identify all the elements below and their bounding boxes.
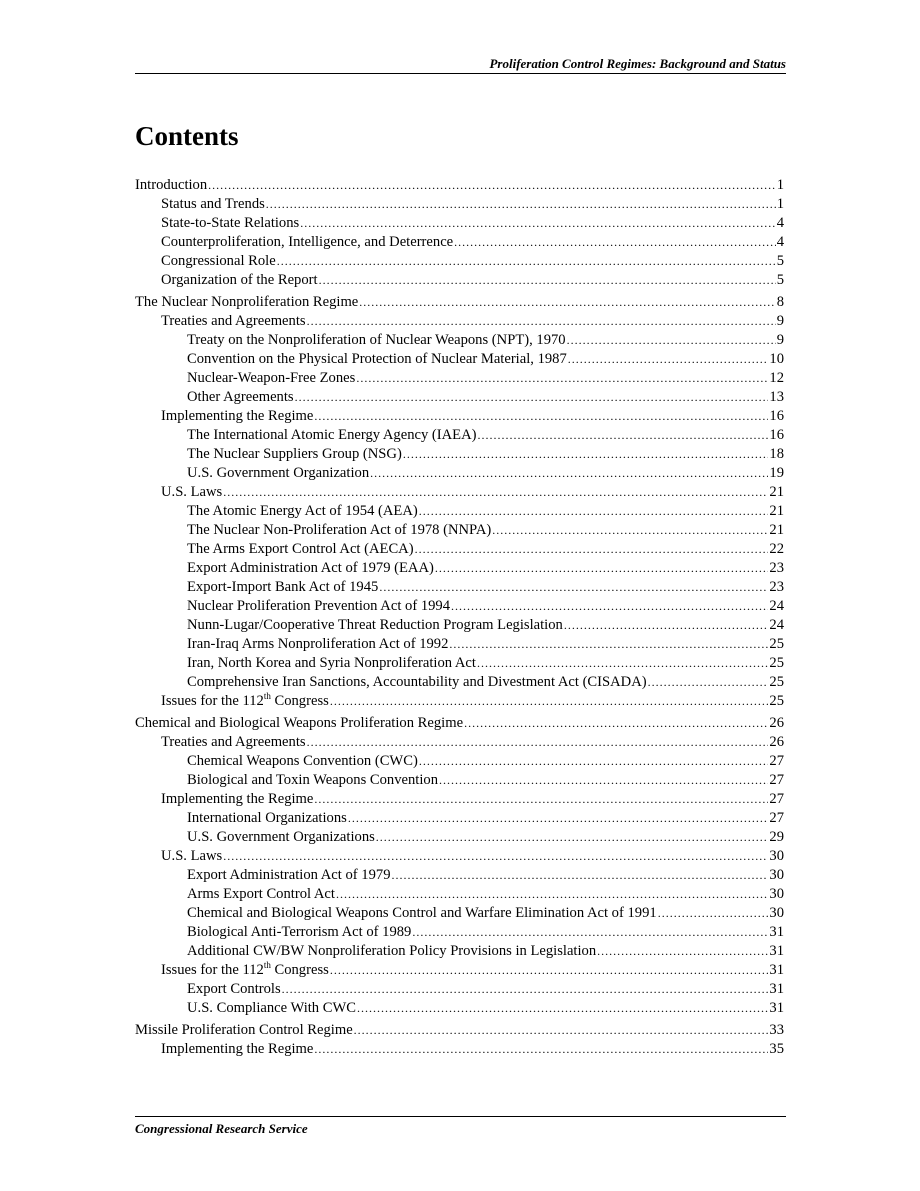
toc-entry-title: Iran, North Korea and Syria Nonproliferation Act xyxy=(187,655,476,671)
dot-leader xyxy=(336,885,768,904)
toc-entry-title: Treaties and Agreements xyxy=(161,734,306,750)
toc-entry[interactable] xyxy=(135,252,784,271)
toc-entry[interactable] xyxy=(135,714,784,733)
dot-leader xyxy=(356,369,768,388)
toc-entry-page: 21 xyxy=(769,484,784,500)
toc-entry[interactable] xyxy=(135,692,784,711)
toc-entry[interactable] xyxy=(135,771,784,790)
dot-leader xyxy=(314,790,768,809)
toc-entry[interactable] xyxy=(135,426,784,445)
toc-entry[interactable] xyxy=(135,271,784,290)
toc-entry[interactable] xyxy=(135,673,784,692)
toc-entry-page: 30 xyxy=(769,905,784,921)
toc-entry-title: Treaties and Agreements xyxy=(161,313,306,329)
toc-entry-page: 12 xyxy=(769,370,784,386)
toc-entry[interactable] xyxy=(135,388,784,407)
dot-leader xyxy=(314,1040,768,1059)
toc-entry[interactable] xyxy=(135,866,784,885)
toc-entry-title: Export Administration Act of 1979 xyxy=(187,867,391,883)
toc-entry-title xyxy=(161,692,329,711)
dot-leader xyxy=(223,483,768,502)
toc-entry-page: 23 xyxy=(769,560,784,576)
dot-leader xyxy=(277,252,776,271)
toc-entry-title: International Organizations xyxy=(187,810,347,826)
toc-entry-page: 33 xyxy=(769,1022,784,1038)
toc-entry[interactable] xyxy=(135,980,784,999)
toc-entry[interactable] xyxy=(135,847,784,866)
toc-entry-title: Implementing the Regime xyxy=(161,791,314,807)
dot-leader xyxy=(314,407,768,426)
toc-entry[interactable] xyxy=(135,445,784,464)
toc-entry[interactable] xyxy=(135,521,784,540)
toc-entry-page: 27 xyxy=(769,791,784,807)
toc-entry-page: 26 xyxy=(769,715,784,731)
toc-entry-page: 9 xyxy=(776,332,784,348)
toc-entry-title: The Nuclear Non-Proliferation Act of 1978 (NNPA) xyxy=(187,522,492,538)
toc-entry-title: U.S. Compliance With CWC xyxy=(187,1000,356,1016)
dot-leader xyxy=(379,578,768,597)
toc-entry-title: Biological and Toxin Weapons Convention xyxy=(187,772,439,788)
toc-entry[interactable] xyxy=(135,885,784,904)
toc-entry-page: 25 xyxy=(769,693,784,709)
toc-entry-title-text: Issues for the 112 xyxy=(161,962,264,978)
toc-entry[interactable] xyxy=(135,1021,784,1040)
toc-entry[interactable] xyxy=(135,923,784,942)
toc-entry[interactable] xyxy=(135,1040,784,1059)
dot-leader xyxy=(357,999,768,1018)
toc-entry-page: 25 xyxy=(769,674,784,690)
toc-entry[interactable] xyxy=(135,176,784,195)
footer-rule xyxy=(135,1116,786,1117)
dot-leader xyxy=(419,502,769,521)
dot-leader xyxy=(492,521,768,540)
toc-entry-page: 1 xyxy=(776,196,784,212)
toc-entry[interactable] xyxy=(135,369,784,388)
dot-leader xyxy=(208,176,776,195)
dot-leader xyxy=(223,847,768,866)
dot-leader xyxy=(658,904,769,923)
toc-entry-title: The Arms Export Control Act (AECA) xyxy=(187,541,414,557)
toc-entry-title-text: Congress xyxy=(270,693,329,709)
toc-entry-page: 30 xyxy=(769,848,784,864)
dot-leader xyxy=(354,1021,769,1040)
toc-entry[interactable] xyxy=(135,961,784,980)
toc-entry-title-text: Issues for the 112 xyxy=(161,693,264,709)
toc-entry-page: 29 xyxy=(769,829,784,845)
dot-leader xyxy=(478,426,769,445)
dot-leader xyxy=(412,923,768,942)
toc-entry[interactable] xyxy=(135,214,784,233)
dot-leader xyxy=(266,195,776,214)
toc-entry-title: U.S. Laws xyxy=(161,484,223,500)
toc-entry[interactable] xyxy=(135,502,784,521)
toc-entry-title: The Nuclear Suppliers Group (NSG) xyxy=(187,446,402,462)
dot-leader xyxy=(370,464,768,483)
toc-entry-page: 21 xyxy=(769,503,784,519)
toc-entry[interactable] xyxy=(135,597,784,616)
toc-entry-page: 16 xyxy=(769,408,784,424)
dot-leader xyxy=(568,350,769,369)
toc-entry[interactable] xyxy=(135,312,784,331)
toc-entry-title: U.S. Government Organizations xyxy=(187,829,375,845)
toc-entry-title: Treaty on the Nonproliferation of Nuclear Weapons (NPT), 1970 xyxy=(187,332,566,348)
toc-entry[interactable] xyxy=(135,559,784,578)
dot-leader xyxy=(567,331,776,350)
toc-entry-title: Introduction xyxy=(135,177,208,193)
toc-entry-page: 30 xyxy=(769,886,784,902)
dot-leader xyxy=(307,733,769,752)
toc-entry-title: Nunn-Lugar/Cooperative Threat Reduction Program Legislation xyxy=(187,617,563,633)
toc-entry[interactable] xyxy=(135,616,784,635)
dot-leader xyxy=(439,771,768,790)
toc-entry-page: 23 xyxy=(769,579,784,595)
dot-leader xyxy=(564,616,769,635)
toc-entry[interactable] xyxy=(135,578,784,597)
toc-entry-page: 27 xyxy=(769,810,784,826)
toc-entry-page: 31 xyxy=(769,981,784,997)
toc-entry[interactable] xyxy=(135,999,784,1018)
toc-entry-title-text: Congress xyxy=(270,962,329,978)
dot-leader xyxy=(376,828,769,847)
dot-leader xyxy=(464,714,768,733)
dot-leader xyxy=(403,445,769,464)
toc-entry-title: The Atomic Energy Act of 1954 (AEA) xyxy=(187,503,418,519)
toc-entry-title xyxy=(161,961,329,980)
toc-entry[interactable] xyxy=(135,733,784,752)
dot-leader xyxy=(451,597,768,616)
toc-entry-title: Arms Export Control Act xyxy=(187,886,335,902)
dot-leader xyxy=(648,673,769,692)
toc-entry-title: U.S. Laws xyxy=(161,848,223,864)
toc-entry-title: Nuclear Proliferation Prevention Act of 1994 xyxy=(187,598,451,614)
toc-entry-title: Nuclear-Weapon-Free Zones xyxy=(187,370,356,386)
toc-entry-title: Export-Import Bank Act of 1945 xyxy=(187,579,379,595)
toc-entry-page: 22 xyxy=(769,541,784,557)
ordinal-superscript: th xyxy=(263,960,271,970)
toc-entry[interactable] xyxy=(135,293,784,312)
dot-leader xyxy=(359,293,775,312)
toc-entry[interactable] xyxy=(135,407,784,426)
toc-entry-title: Export Controls xyxy=(187,981,281,997)
toc-entry-title: Congressional Role xyxy=(161,253,276,269)
toc-entry[interactable] xyxy=(135,635,784,654)
toc-entry[interactable] xyxy=(135,483,784,502)
toc-entry-page: 27 xyxy=(769,753,784,769)
toc-entry-page: 31 xyxy=(769,924,784,940)
dot-leader xyxy=(300,214,775,233)
toc-entry-page: 31 xyxy=(769,962,784,978)
table-of-contents xyxy=(135,176,784,1059)
toc-entry-title: Comprehensive Iran Sanctions, Accountability and Divestment Act (CISADA) xyxy=(187,674,647,690)
toc-entry-title: Implementing the Regime xyxy=(161,408,314,424)
dot-leader xyxy=(307,312,776,331)
dot-leader xyxy=(454,233,776,252)
toc-entry[interactable] xyxy=(135,654,784,673)
toc-entry-title: U.S. Government Organization xyxy=(187,465,370,481)
page-title: Contents xyxy=(135,121,239,151)
toc-entry-title: Biological Anti-Terrorism Act of 1989 xyxy=(187,924,412,940)
toc-entry-page: 16 xyxy=(769,427,784,443)
toc-entry-page: 35 xyxy=(769,1041,784,1057)
ordinal-superscript: th xyxy=(263,691,271,701)
toc-entry-title: Other Agreements xyxy=(187,389,294,405)
dot-leader xyxy=(435,559,769,578)
toc-entry-page: 24 xyxy=(769,598,784,614)
toc-entry[interactable] xyxy=(135,828,784,847)
dot-leader xyxy=(449,635,768,654)
toc-entry-page: 4 xyxy=(776,234,784,250)
toc-entry-page: 4 xyxy=(776,215,784,231)
toc-entry[interactable] xyxy=(135,942,784,961)
toc-entry-title: Status and Trends xyxy=(161,196,265,212)
toc-entry-title: Chemical Weapons Convention (CWC) xyxy=(187,753,418,769)
toc-entry[interactable] xyxy=(135,790,784,809)
dot-leader xyxy=(319,271,776,290)
toc-entry[interactable] xyxy=(135,904,784,923)
toc-entry-title: Counterproliferation, Intelligence, and Deterrence xyxy=(161,234,454,250)
toc-entry-title: Convention on the Physical Protection of Nuclear Material, 1987 xyxy=(187,351,567,367)
toc-entry-title: Chemical and Biological Weapons Control and Warfare Elimination Act of 1991 xyxy=(187,905,657,921)
toc-entry[interactable] xyxy=(135,233,784,252)
dot-leader xyxy=(282,980,769,999)
toc-entry-title: The Nuclear Nonproliferation Regime xyxy=(135,294,359,310)
toc-entry-page: 31 xyxy=(769,1000,784,1016)
toc-entry-page: 30 xyxy=(769,867,784,883)
toc-entry-page: 13 xyxy=(769,389,784,405)
toc-entry-page: 24 xyxy=(769,617,784,633)
toc-entry-page: 5 xyxy=(776,253,784,269)
toc-entry[interactable] xyxy=(135,540,784,559)
toc-entry-page: 21 xyxy=(769,522,784,538)
toc-entry-title: The International Atomic Energy Agency (IAEA) xyxy=(187,427,477,443)
dot-leader xyxy=(597,942,768,961)
toc-entry-title: Implementing the Regime xyxy=(161,1041,314,1057)
toc-entry-page: 5 xyxy=(776,272,784,288)
running-header: Proliferation Control Regimes: Background and Status xyxy=(489,56,786,71)
dot-leader xyxy=(330,692,769,711)
toc-entry[interactable] xyxy=(135,331,784,350)
dot-leader xyxy=(415,540,769,559)
toc-entry-title: Missile Proliferation Control Regime xyxy=(135,1022,353,1038)
toc-entry-page: 26 xyxy=(769,734,784,750)
toc-entry-page: 10 xyxy=(769,351,784,367)
toc-entry-title: Additional CW/BW Nonproliferation Policy Provisions in Legislation xyxy=(187,943,597,959)
toc-entry-title: Chemical and Biological Weapons Proliferation Regime xyxy=(135,715,464,731)
toc-entry-page: 27 xyxy=(769,772,784,788)
toc-entry[interactable] xyxy=(135,350,784,369)
header-rule xyxy=(135,73,786,74)
toc-entry-page: 25 xyxy=(769,636,784,652)
dot-leader xyxy=(295,388,769,407)
toc-entry[interactable] xyxy=(135,195,784,214)
toc-entry-page: 31 xyxy=(769,943,784,959)
toc-entry-page: 25 xyxy=(769,655,784,671)
toc-entry-page: 19 xyxy=(769,465,784,481)
toc-entry-title: Organization of the Report xyxy=(161,272,318,288)
toc-entry[interactable] xyxy=(135,809,784,828)
dot-leader xyxy=(348,809,769,828)
toc-entry-page: 8 xyxy=(776,294,784,310)
page-footer: Congressional Research Service xyxy=(135,1121,308,1136)
dot-leader xyxy=(330,961,769,980)
toc-entry-title: State-to-State Relations xyxy=(161,215,300,231)
dot-leader xyxy=(419,752,769,771)
dot-leader xyxy=(477,654,768,673)
toc-entry-title: Iran-Iraq Arms Nonproliferation Act of 1992 xyxy=(187,636,449,652)
dot-leader xyxy=(392,866,769,885)
toc-entry-page: 18 xyxy=(769,446,784,462)
toc-entry[interactable] xyxy=(135,752,784,771)
toc-entry-page: 9 xyxy=(776,313,784,329)
toc-entry-title: Export Administration Act of 1979 (EAA) xyxy=(187,560,434,576)
toc-entry[interactable] xyxy=(135,464,784,483)
toc-entry-page: 1 xyxy=(776,177,784,193)
